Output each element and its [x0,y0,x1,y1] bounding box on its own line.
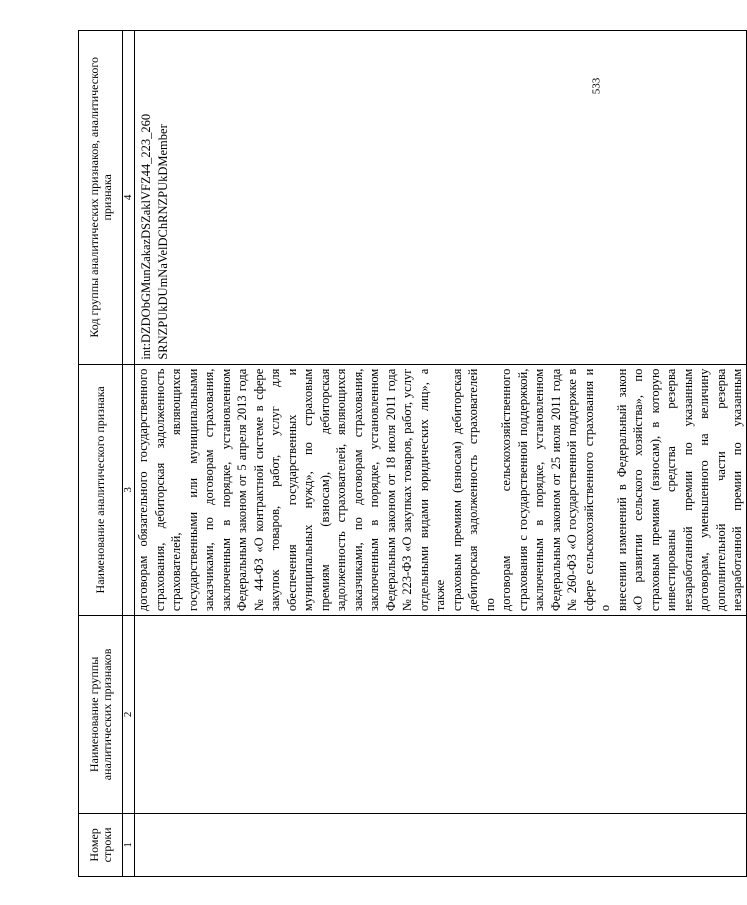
description-line: муниципальных нужд», по страховым [301,368,315,612]
description-line: инвестированы средства резерва [664,368,678,612]
description-line: отдельными видами юридических лиц», а также [416,368,447,612]
description-line: страхования, дебиторская задолженность [152,368,167,612]
description-line: заключенным в порядке, установленном [218,368,233,612]
description-line: страховым премиям (взносам) дебиторская [449,368,464,612]
description-line: незаработанной премии по указанным [730,368,744,612]
column-number-4: 4 [123,31,135,365]
description-line: страхователей, являющихся [169,368,183,612]
description-line: Федеральным законом от 18 июля 2011 года [383,368,398,612]
header-code: Код группы аналитических признаков, аналитического признака [79,31,123,365]
description-line: № 44-ФЗ «О контрактной системе в сфере [251,368,266,612]
cell-feature-description [135,364,747,615]
description-line: обеспечения государственных и [284,368,299,612]
description-line: сфере сельскохозяйственного страхования и о [581,368,612,612]
header-group-name: Наименование группы аналитических признаков [79,616,123,814]
rotated-page [78,30,744,877]
analytic-features-table [78,30,747,877]
header-row-number: Номер строки [79,813,123,876]
column-number-3: 3 [123,364,135,615]
description-line: «О развитии сельского хозяйства», по [631,368,645,612]
description-line: заказчиками, по договорам страхования, [350,368,365,612]
description-line: договорам, уменьшенного на величину [697,368,711,612]
cell-row-number [135,813,747,876]
description-line: закупок товаров, работ, услуг для [268,368,282,612]
description-line: премиям (взносам), дебиторская [317,368,332,612]
cell-feature-code [135,31,747,365]
page-number: 533 [590,77,603,95]
code-line: int:DZDObGMunZakazDSZaklVFZ44_223_260 [139,113,153,360]
description-line: договорам обязательного государственного [136,368,150,612]
header-feature-name: Наименование аналитического признака [79,364,123,615]
description-line: задолженность страхователей, являющихся [334,368,348,612]
description-line: дополнительной части резерва [713,368,728,612]
description-line: заказчиками, по договорам страхования, [202,368,216,612]
description-line: государственными или муниципальными [185,368,200,612]
code-line: SRNZPUkDUmNaVelDChRNZPUkDMember [155,124,170,360]
description-line: страховым премиям (взносам), в которую [647,368,662,612]
description-line: № 223-ФЗ «О закупках товаров, работ, услуг [400,368,414,612]
column-number-2: 2 [123,616,135,814]
description-line: страхования с государственной поддержкой, [515,368,530,612]
description-line: незаработанной премии по указанным [680,368,695,612]
description-line: заключенным в порядке, установленном [367,368,381,612]
description-line: внесении изменений в Федеральный закон [614,368,629,612]
table-row [135,31,747,877]
description-line: № 260-ФЗ «О государственной поддержке в [565,368,579,612]
column-number-1: 1 [123,813,135,876]
description-line: заключенным в порядке, установленном [532,368,546,612]
description-line: дебиторская задолженность страхователей по [466,368,497,612]
description-line: Федеральным законом от 5 апреля 2013 года [235,368,249,612]
description-line: договорам сельскохозяйственного [499,368,513,612]
description-line: Федеральным законом от 25 июля 2011 года [548,368,563,612]
cell-group-name [135,616,747,814]
